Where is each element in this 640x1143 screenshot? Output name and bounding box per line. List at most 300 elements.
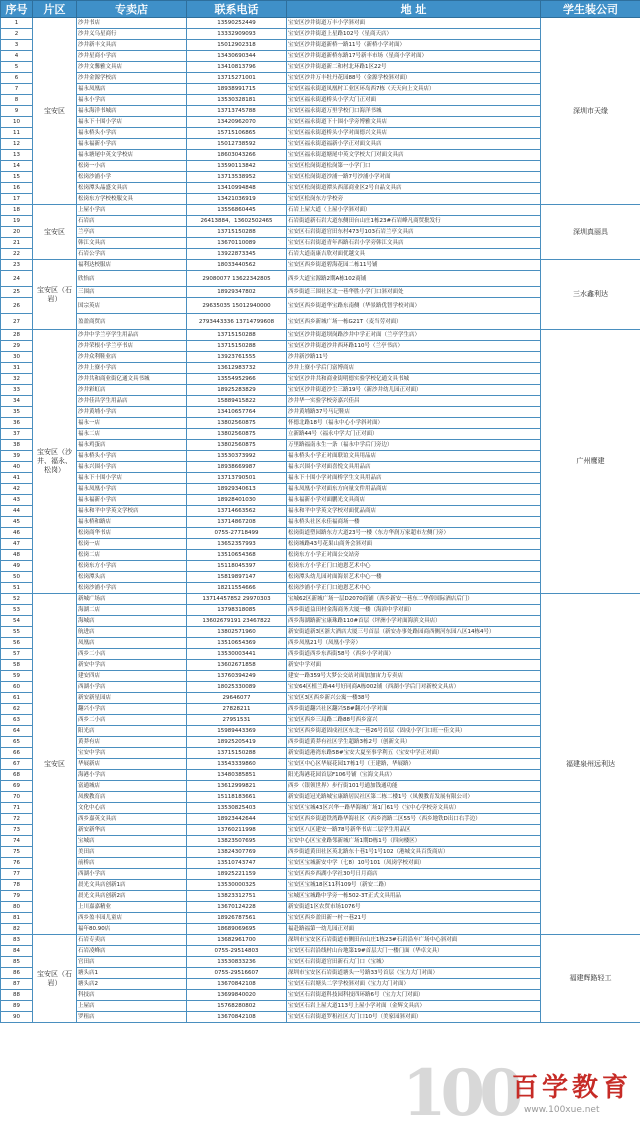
district-cell: 宝安区 [33, 594, 77, 935]
row-number: 27 [1, 314, 33, 330]
store-address: 宝安区福永街道福新小学正对面文具店 [287, 139, 541, 150]
phone-number: 13530833236 [187, 957, 287, 968]
phone-number: 18211554666 [187, 583, 287, 594]
store-address: 宝安区石岩街道科技园科技四环路6号（宝力大门对面） [287, 990, 541, 1001]
phone-number: 13715150288 [187, 341, 287, 352]
store-name: 海城店 [77, 616, 187, 627]
store-address: 西乡街道翻兴社区翻兴58#翻兴小学对面 [287, 704, 541, 715]
store-name: 沙井黄埔小学店 [77, 407, 187, 418]
phone-number: 13430690344 [187, 51, 287, 62]
watermark-logo [402, 1056, 633, 1131]
supplier-cell: 三水鑫利达 [541, 260, 640, 330]
phone-number: 13715150288 [187, 330, 287, 341]
row-number: 54 [1, 616, 33, 627]
store-address: 松岗东方小学正对面公交站旁 [287, 550, 541, 561]
store-address: 宝安区沙井街道沙井西环路110号（兰亭书店） [287, 341, 541, 352]
store-address: 宝安64区植兰路44号好同商A栋002铺（西湖小学后门对新校文具店） [287, 682, 541, 693]
store-address: 宝安区八区建安一路78号新华书店二层学生用品区 [287, 825, 541, 836]
store-name: 上川嘉嘉精业 [77, 902, 187, 913]
store-name: 沙井荣根小学兰亭书店 [77, 341, 187, 352]
store-name: 沙井文馨雅文具店 [77, 62, 187, 73]
row-number: 42 [1, 484, 33, 495]
phone-number: 13715271001 [187, 73, 287, 84]
phone-number: 13590252449 [187, 18, 287, 29]
phone-number: 13802571960 [187, 627, 287, 638]
phone-number: 13612983732 [187, 363, 287, 374]
store-address: 宝安区3区西乡新兴公寓一楼38号 [287, 693, 541, 704]
store-address: 宝安区石岩塘头二学学校斜对面（宝力大门对面） [287, 979, 541, 990]
col-header-store: 专卖店 [77, 1, 187, 18]
store-name: 官田店 [77, 957, 187, 968]
row-number: 2 [1, 29, 33, 40]
store-address: 宝安区松岗东方学校旁 [287, 194, 541, 205]
store-address: 宝安区福永街道塘尾中英文学校大门对面文具店 [287, 150, 541, 161]
row-number: 24 [1, 271, 33, 287]
row-number: 66 [1, 748, 33, 759]
row-number: 16 [1, 183, 33, 194]
store-name: 华展新店 [77, 759, 187, 770]
phone-number: 15889415822 [187, 396, 287, 407]
store-address: 深圳市宝安区石岩街道塘头一号路33号首层（宝力大门对面） [287, 968, 541, 979]
store-name: 塘头店2 [77, 979, 187, 990]
row-number: 56 [1, 638, 33, 649]
store-address: 宝安区西乡街道华宝路东南侧（华景路优智学校对面） [287, 298, 541, 314]
phone-number: 18929340613 [187, 484, 287, 495]
store-name: 西乡盈丰园儿童店 [77, 913, 187, 924]
table-row [1, 205, 640, 216]
store-name: 文化中心店 [77, 803, 187, 814]
store-address: 宝安区石岩街道罗租社区大门口10号（美家园斜对面） [287, 1012, 541, 1023]
row-number: 47 [1, 539, 33, 550]
row-number: 70 [1, 792, 33, 803]
phone-number: 13922873345 [187, 249, 287, 260]
phone-number: 13760211998 [187, 825, 287, 836]
row-number: 76 [1, 858, 33, 869]
col-header-no: 序号 [1, 1, 33, 18]
store-name: 晨光文具店创新1店 [77, 880, 187, 891]
col-header-supplier: 学生装公司 [541, 1, 640, 18]
store-address: 西乡（银领世界）步行街101号通加钱通功能 [287, 781, 541, 792]
phone-number: 15012902318 [187, 40, 287, 51]
phone-number: 29646077 [187, 693, 287, 704]
phone-number: 13670124228 [187, 902, 287, 913]
phone-number: 18925283829 [187, 385, 287, 396]
store-name: 沙井佳昌学生用品店 [77, 396, 187, 407]
store-name: 石岩专卖店 [77, 935, 187, 946]
phone-number: 0755-29516607 [187, 968, 287, 979]
store-name: 黄莽有店 [77, 737, 187, 748]
store-address: 新安街道新3区浙大酒店大厦三号首层（新安办事处路园商西侧河东园八区14栋4号） [287, 627, 541, 638]
store-name: 福永桥和路店 [77, 517, 187, 528]
store-address: 深圳市宝安区石岩街道市侧田台山庄1栋23#石岩沿车广场中心斜对面 [287, 935, 541, 946]
phone-number: 18929347802 [187, 287, 287, 298]
store-name: 凤俊教育店 [77, 792, 187, 803]
row-number: 45 [1, 517, 33, 528]
store-address: 宝安区福永街道下十围小学旁博雅文具店 [287, 117, 541, 128]
store-address: 宝安区宝城43区兴华一路华海城广场1门61号（宝中心学校旁文具店） [287, 803, 541, 814]
phone-number: 13798318085 [187, 605, 287, 616]
store-address: 宝安区西乡三局路二路88号西乡富兴 [287, 715, 541, 726]
row-number: 62 [1, 704, 33, 715]
store-address: 宝安区福永街道桥头小学对面德兴文具店 [287, 128, 541, 139]
phone-number: 18925221159 [187, 869, 287, 880]
phone-number: 18925205419 [187, 737, 287, 748]
store-address: 宝安区石岩街道青年西路石岩小学旁韩江文具店 [287, 238, 541, 249]
store-address: 沙井华一实验学校旁嘉兴佳昌 [287, 396, 541, 407]
phone-number: 15819897147 [187, 572, 287, 583]
phone-number: 15012738592 [187, 139, 287, 150]
phone-number: 18928401030 [187, 495, 287, 506]
row-number: 50 [1, 572, 33, 583]
store-address: 宝安区沙井街道沙尘三路19号（新沙井幼儿园正对面） [287, 385, 541, 396]
phone-number: 13760394249 [187, 671, 287, 682]
district-cell: 宝安区 [33, 205, 77, 260]
store-address: 宝安区沙井街道上星路102号（星商天店） [287, 29, 541, 40]
phone-number: 18926787561 [187, 913, 287, 924]
phone-number: 13715150288 [187, 748, 287, 759]
phone-number: 13554952966 [187, 374, 287, 385]
store-address: 立新路44号（福永中学大门正对面） [287, 429, 541, 440]
store-address: 宝安区石岩街道官田东村473号103石岩兰亭文具店 [287, 227, 541, 238]
store-name: 松岗一店 [77, 539, 187, 550]
row-number: 52 [1, 594, 33, 605]
store-name: 福永凤凰小学店 [77, 484, 187, 495]
store-name: 松岗潭头晶盛文具店 [77, 183, 187, 194]
store-name: 松岗商华书店 [77, 528, 187, 539]
store-name: 凤凰店 [77, 638, 187, 649]
row-number: 79 [1, 891, 33, 902]
phone-number: 13420962070 [187, 117, 287, 128]
phone-number: 13713745788 [187, 106, 287, 117]
row-number: 18 [1, 205, 33, 216]
store-address: 宝安区石岩街道官田新石大门口（宝城） [287, 957, 541, 968]
store-address: 福永桥头小学正对面联谊文具用品店 [287, 451, 541, 462]
row-number: 74 [1, 836, 33, 847]
row-number: 82 [1, 924, 33, 935]
store-name: 翻兴小学店 [77, 704, 187, 715]
phone-number: 2793443336 13714799608 [187, 314, 287, 330]
store-name: 欣怡店 [77, 271, 187, 287]
store-address: 新安中学对面 [287, 660, 541, 671]
row-number: 11 [1, 128, 33, 139]
supplier-cell: 深圳市天缘 [541, 18, 640, 205]
row-number: 33 [1, 385, 33, 396]
store-name: 前桥店 [77, 858, 187, 869]
store-name: 新安新星园店 [77, 693, 187, 704]
store-name: 沙井众利鞋业店 [77, 352, 187, 363]
store-name: 盈盈商贸店 [77, 314, 187, 330]
store-name: 松岗东方学校校服文具 [77, 194, 187, 205]
store-address: 西乡街道西乡东西街58号（西乡小学对面） [287, 649, 541, 660]
store-name: 沙井共和商业街亿通文具书城 [77, 374, 187, 385]
phone-number: 13510654369 [187, 638, 287, 649]
row-number: 64 [1, 726, 33, 737]
row-number: 87 [1, 979, 33, 990]
store-address: 福永桥头社区永佳福商场一楼 [287, 517, 541, 528]
store-name: 新安新华店 [77, 825, 187, 836]
store-name: 西湖小学店 [77, 682, 187, 693]
phone-number: 13699840020 [187, 990, 287, 1001]
store-address: 福赴路福第一幼儿园正对面 [287, 924, 541, 935]
store-name: 海湖二店 [77, 605, 187, 616]
row-number: 40 [1, 462, 33, 473]
store-name: 西乡二小店 [77, 715, 187, 726]
row-number: 19 [1, 216, 33, 227]
store-address: 宝安区福永街道凤凰村工业区环岛西7栋（天天向上文具店） [287, 84, 541, 95]
district-cell: 宝安区（沙井、福永、松岗） [33, 330, 77, 594]
store-name: 沙井星商小学店 [77, 51, 187, 62]
store-name: 海港小学店 [77, 770, 187, 781]
phone-number: 13802560875 [187, 440, 287, 451]
store-address: 福永凤凰小学对面东方向量文件用品商店 [287, 484, 541, 495]
store-name: 韩江文具店 [77, 238, 187, 249]
store-name: 福永兴围小学店 [77, 462, 187, 473]
phone-number: 13652357993 [187, 539, 287, 550]
store-address: 建安一路359号大梦公交站对面加加宙力专卖店 [287, 671, 541, 682]
row-number: 34 [1, 396, 33, 407]
phone-number: 13714663562 [187, 506, 287, 517]
phone-number: 13530000325 [187, 880, 287, 891]
row-number: 46 [1, 528, 33, 539]
row-number: 67 [1, 759, 33, 770]
store-name: 松岗潭头店 [77, 572, 187, 583]
row-number: 4 [1, 51, 33, 62]
supplier-cell: 福建辉路轻工 [541, 935, 640, 1023]
store-name: 新安中学店 [77, 660, 187, 671]
store-address: 西乡海湖路新宝康珠路110#首层（坪洲小学对面海滨文具店） [287, 616, 541, 627]
row-number: 75 [1, 847, 33, 858]
phone-number: 13556860445 [187, 205, 287, 216]
row-number: 35 [1, 407, 33, 418]
row-number: 14 [1, 161, 33, 172]
row-number: 38 [1, 440, 33, 451]
phone-number: 0755-27718499 [187, 528, 287, 539]
store-name: 兰亭店 [77, 227, 187, 238]
phone-number: 13670842108 [187, 979, 287, 990]
phone-number: 13410813796 [187, 62, 287, 73]
store-name: 沙井金源学校店 [77, 73, 187, 84]
row-number: 90 [1, 1012, 33, 1023]
row-number: 78 [1, 880, 33, 891]
phone-number: 18689069695 [187, 924, 287, 935]
store-name: 福永塘尾中英文学校店 [77, 150, 187, 161]
store-address: 福永福新小学对面鹏光文具商店 [287, 495, 541, 506]
store-name: 福永福新小学店 [77, 139, 187, 150]
store-name: 福永鸡蛋店 [77, 440, 187, 451]
store-address: 松岗东方小学正门口迪恩艺术中心 [287, 561, 541, 572]
row-number: 1 [1, 18, 33, 29]
watermark-number: 100 [402, 1056, 518, 1131]
phone-number: 29080077 13622342805 [187, 271, 287, 287]
store-name: 新城广场店 [77, 594, 187, 605]
phone-number: 13612999821 [187, 781, 287, 792]
phone-number: 13421036919 [187, 194, 287, 205]
col-header-phone: 联系电话 [187, 1, 287, 18]
row-number: 68 [1, 770, 33, 781]
table-row [1, 18, 640, 29]
store-address: 怀德北路18号（福永中心小学斜对面） [287, 418, 541, 429]
phone-number: 18603043266 [187, 150, 287, 161]
table-row [1, 594, 640, 605]
phone-number: 29635035 15012940000 [187, 298, 287, 314]
store-address: 石岩街道新石岩大道东侧田台山庄1栋23#石岩峰凡商贸批发行 [287, 216, 541, 227]
table-row [1, 935, 640, 946]
phone-number: 13530373992 [187, 451, 287, 462]
row-number: 83 [1, 935, 33, 946]
row-number: 60 [1, 682, 33, 693]
phone-number: 13530825403 [187, 803, 287, 814]
row-number: 31 [1, 363, 33, 374]
store-name: 松岗东方小学店 [77, 561, 187, 572]
row-number: 41 [1, 473, 33, 484]
row-number: 12 [1, 139, 33, 150]
store-name: 沙井中学兰亭学生用品店 [77, 330, 187, 341]
row-number: 20 [1, 227, 33, 238]
phone-number: 13332909093 [187, 29, 287, 40]
phone-number: 13602679191 23467822 [187, 616, 287, 627]
phone-number: 15118045397 [187, 561, 287, 572]
row-number: 25 [1, 287, 33, 298]
store-name: 福永二店 [77, 429, 187, 440]
table-row [1, 260, 640, 271]
row-number: 28 [1, 330, 33, 341]
store-address: 西乡大道宝源路2期A栋102商铺 [287, 271, 541, 287]
store-address: 宝安区沙井街道万丰小学斜对面 [287, 18, 541, 29]
row-number: 59 [1, 671, 33, 682]
row-number: 32 [1, 374, 33, 385]
store-address: 松岗城路43号花果山商务会斜对面 [287, 539, 541, 550]
watermark-url: www.100xue.net [524, 1105, 600, 1115]
store-name: 福永桥头小学店 [77, 451, 187, 462]
supplier-cell: 福建泉州远利达 [541, 594, 640, 935]
phone-number: 18923442644 [187, 814, 287, 825]
store-address: 宝安区松岗街道松岗第一小学门口 [287, 161, 541, 172]
row-number: 58 [1, 660, 33, 671]
row-number: 43 [1, 495, 33, 506]
phone-number: 13530003441 [187, 649, 287, 660]
phone-number: 13670110089 [187, 238, 287, 249]
store-name: 上屋店 [77, 1001, 187, 1012]
phone-number: 27951531 [187, 715, 287, 726]
phone-number: 13715150288 [187, 227, 287, 238]
store-name: 福利达校服店 [77, 260, 187, 271]
row-number: 61 [1, 693, 33, 704]
row-number: 37 [1, 429, 33, 440]
phone-number: 0755-29514803 [187, 946, 287, 957]
row-number: 5 [1, 62, 33, 73]
phone-number: 18025330089 [187, 682, 287, 693]
phone-number: 13823507695 [187, 836, 287, 847]
store-name: 阳光店 [77, 726, 187, 737]
phone-number: 18938991715 [187, 84, 287, 95]
row-number: 48 [1, 550, 33, 561]
phone-number: 13823312751 [187, 891, 287, 902]
store-address: 宝安区沙井街道坝岗路沙井中学正对面（兰亭学生店） [287, 330, 541, 341]
row-number: 77 [1, 869, 33, 880]
store-name: 松岗沙浦小学 [77, 172, 187, 183]
store-name: 宝城店 [77, 836, 187, 847]
store-name: 晨光文具店创新2店 [77, 891, 187, 902]
store-name: 西湖小学店 [77, 869, 187, 880]
phone-number: 13510654368 [187, 550, 287, 561]
row-number: 9 [1, 106, 33, 117]
store-address: 西乡街道益田村金海商务大厦一楼（海滨中学对面） [287, 605, 541, 616]
store-address: 新安街道港湾东路58#宝安大夏至事学利五（宝安中学正对面） [287, 748, 541, 759]
store-address: 宝安区西乡西湖小学社30号日月商店 [287, 869, 541, 880]
store-address: 宝安区西乡街道铁湾路华海社区（西乡湾路二区55号（西乡地铁D出口右手边） [287, 814, 541, 825]
district-cell: 宝安区（石岩） [33, 935, 77, 1023]
store-address: 宝城区宝城路中学旁一栋502-3T正式文具用品 [287, 891, 541, 902]
phone-number: 26413884，13602502465 [187, 216, 287, 227]
store-name: 石岩公学店 [77, 249, 187, 260]
row-number: 73 [1, 825, 33, 836]
row-number: 71 [1, 803, 33, 814]
store-address: 石岩上屋大道（上屋小学斜对面） [287, 205, 541, 216]
phone-number: 13602671858 [187, 660, 287, 671]
store-address: 阳光海港花园首层F106号铺（宝海文具店） [287, 770, 541, 781]
phone-number: 13670842108 [187, 1012, 287, 1023]
row-number: 21 [1, 238, 33, 249]
store-address: 沙井上寮小学后门富博商店 [287, 363, 541, 374]
store-name: 福永小学店 [77, 95, 187, 106]
table-row [1, 330, 640, 341]
row-number: 53 [1, 605, 33, 616]
row-number: 84 [1, 946, 33, 957]
row-number: 57 [1, 649, 33, 660]
store-address: 宝安区石岩沿线村山台地第19#首层大门一楼门面（华卓文具） [287, 946, 541, 957]
row-number: 89 [1, 1001, 33, 1012]
store-name: 福永凤凰店 [77, 84, 187, 95]
store-name: 科技店 [77, 990, 187, 1001]
store-address: 宝安区松岗街道潭头西部商业区2号自晶文具店 [287, 183, 541, 194]
row-number: 17 [1, 194, 33, 205]
phone-number: 13480385851 [187, 770, 287, 781]
store-name: 福永海洋书城店 [77, 106, 187, 117]
watermark-brand: 百学教育 [512, 1073, 633, 1103]
store-name: 塘头店1 [77, 968, 187, 979]
phone-number: 27828211 [187, 704, 287, 715]
store-address: 宝安区中心区华展花园17栋1号（王建路，华展路） [287, 759, 541, 770]
row-number: 22 [1, 249, 33, 260]
store-address: 宝安区沙井街道新桥一路11号（新桥小学对面） [287, 40, 541, 51]
store-name: 美田店 [77, 847, 187, 858]
store-address: 宝安区沙井街道新桥东路17号新丰市场（星商小学对面） [287, 51, 541, 62]
store-address: 西乡凤凰21号（凤凰小学旁） [287, 638, 541, 649]
phone-number: 13923761555 [187, 352, 287, 363]
phone-number: 13713790501 [187, 473, 287, 484]
phone-number: 13530328181 [187, 95, 287, 106]
store-address: 宝安区西乡盈田新一村一巷21号 [287, 913, 541, 924]
row-number: 85 [1, 957, 33, 968]
phone-number: 18033440562 [187, 260, 287, 271]
row-number: 86 [1, 968, 33, 979]
store-name: 宝安中学店 [77, 748, 187, 759]
store-address: 沙井黄埔路37号马记鞋店 [287, 407, 541, 418]
row-number: 8 [1, 95, 33, 106]
store-name: 罗租店 [77, 1012, 187, 1023]
row-number: 10 [1, 117, 33, 128]
store-name: 福永下十围小学店 [77, 473, 187, 484]
phone-number: 13410994848 [187, 183, 287, 194]
phone-number: 13713538952 [187, 172, 287, 183]
phone-number: 13410657764 [187, 407, 287, 418]
phone-number: 15989443369 [187, 726, 287, 737]
district-cell: 宝安区 [33, 18, 77, 205]
store-name: 石岩店 [77, 216, 187, 227]
row-number: 30 [1, 352, 33, 363]
store-name: 上屋小学店 [77, 205, 187, 216]
store-name: 石岩凌峰店 [77, 946, 187, 957]
